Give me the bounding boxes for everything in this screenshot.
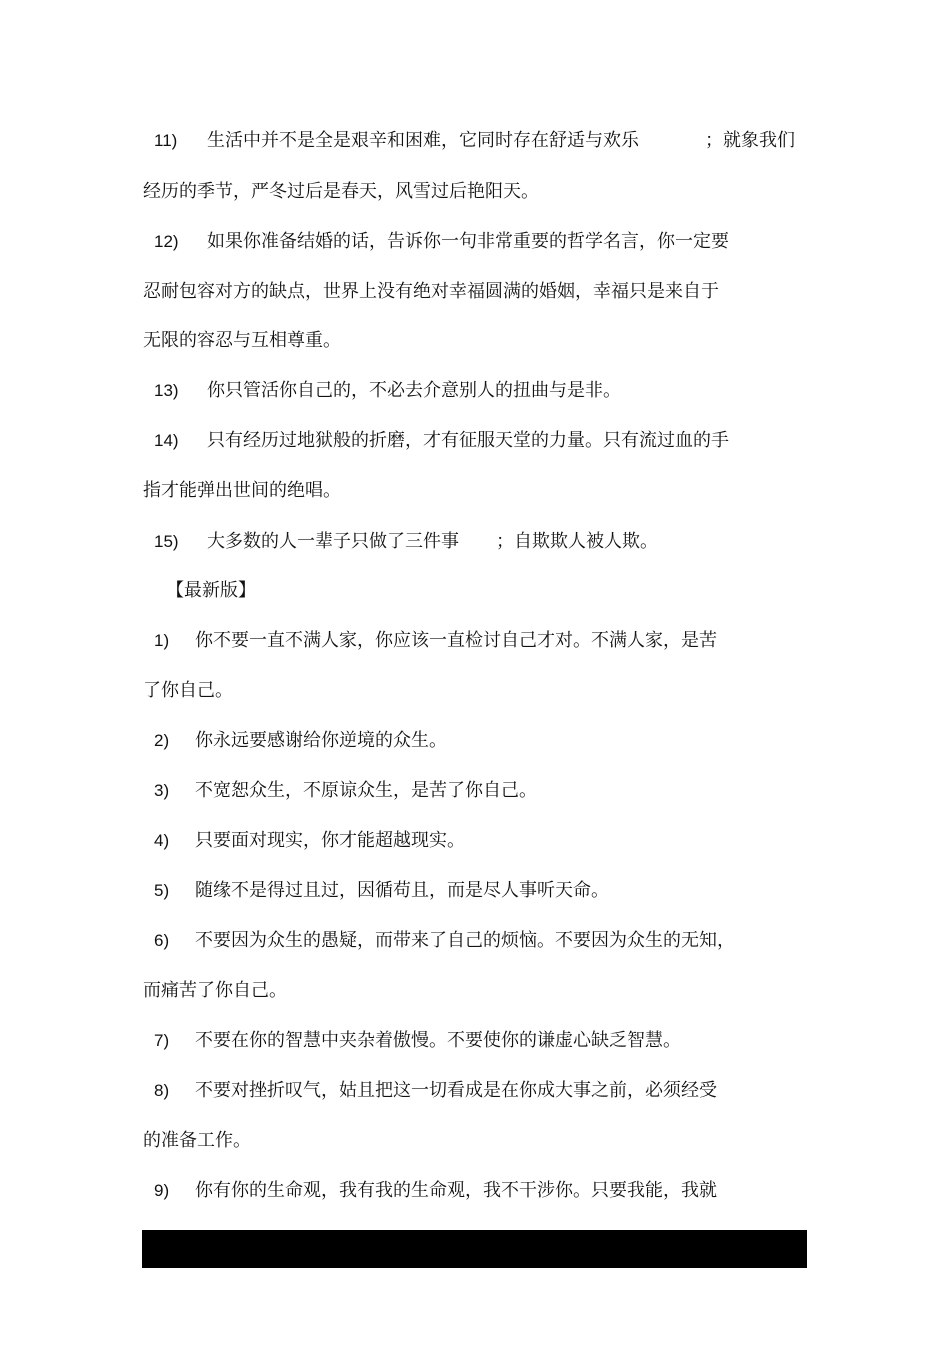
- item-number: 1): [154, 631, 170, 650]
- item-number: 2): [154, 731, 170, 750]
- item-text: 你不要一直不满人家，你应该一直检讨自己才对。不满人家，是苦: [195, 630, 717, 651]
- item-text-tail: ；就象我们: [705, 130, 795, 151]
- item-text: 随缘不是得过且过，因循苟且，而是尽人事听天命。: [195, 880, 609, 901]
- item-text: 如果你准备结婚的话，告诉你一句非常重要的哲学名言，你一定要: [207, 231, 729, 252]
- item-number: 3): [154, 781, 170, 800]
- item-text: 你有你的生命观，我有我的生命观，我不干涉你。只要我能，我就: [195, 1180, 717, 1201]
- item-text: 大多数的人一辈子只做了三件事: [207, 531, 459, 552]
- item-text: 生活中并不是全是艰辛和困难，它同时存在舒适与欢乐: [207, 130, 639, 151]
- item-text: 你永远要感谢给你逆境的众生。: [195, 730, 447, 751]
- item-number: 9): [154, 1181, 170, 1200]
- item-text: 不要因为众生的愚疑，而带来了自己的烦恼。不要因为众生的无知，: [195, 930, 735, 951]
- item-text: 你只管活你自己的，不必去介意别人的扭曲与是非。: [207, 380, 621, 401]
- item-number: 5): [154, 881, 170, 900]
- item-number: 15): [154, 532, 179, 551]
- item-number: 6): [154, 931, 170, 950]
- item-number: 7): [154, 1031, 170, 1050]
- item-text: 只要面对现实，你才能超越现实。: [195, 830, 465, 851]
- item-text: 不要对挫折叹气，姑且把这一切看成是在你成大事之前，必须经受: [195, 1080, 717, 1101]
- item-number: 11): [154, 131, 178, 150]
- item-number: 8): [154, 1081, 170, 1100]
- item-number: 13): [154, 381, 179, 400]
- item-number: 4): [154, 831, 170, 850]
- item-number: 14): [154, 431, 179, 450]
- item-text: 不宽恕众生，不原谅众生，是苦了你自己。: [195, 780, 537, 801]
- item-number: 12): [154, 232, 179, 251]
- black-footer-bar: [142, 1230, 807, 1268]
- item-text: 只有经历过地狱般的折磨，才有征服天堂的力量。只有流过血的手: [207, 430, 729, 451]
- item-text: 不要在你的智慧中夹杂着傲慢。不要使你的谦虚心缺乏智慧。: [195, 1030, 681, 1051]
- item-text-tail: ；自欺欺人被人欺。: [496, 531, 658, 552]
